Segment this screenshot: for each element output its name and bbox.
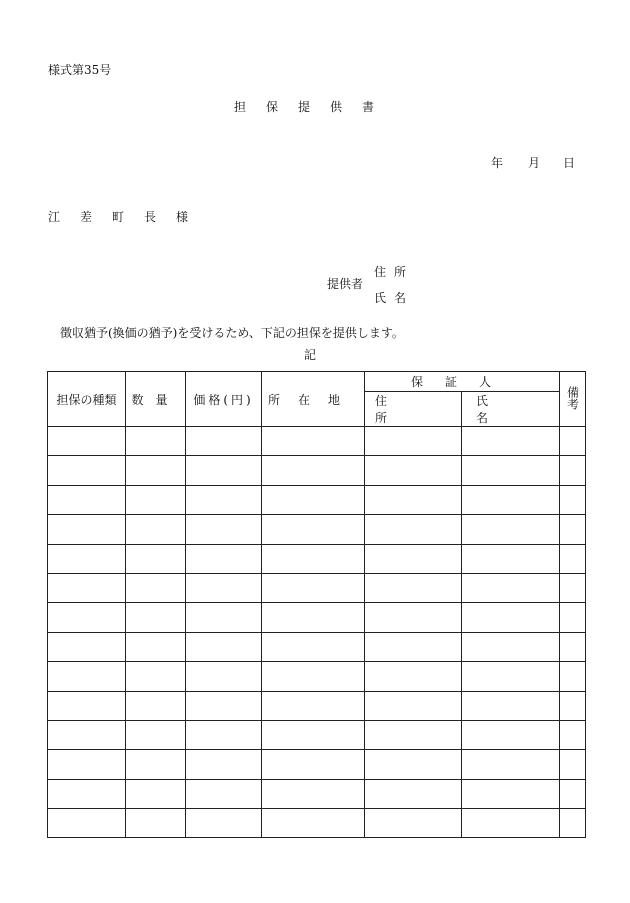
table-cell[interactable] <box>126 485 186 514</box>
table-cell[interactable] <box>186 573 262 602</box>
table-row <box>48 573 586 602</box>
date-year-label: 年 <box>491 156 504 170</box>
header-price-label: 価格(円) <box>193 392 254 407</box>
table-cell[interactable] <box>262 720 365 749</box>
table-cell[interactable] <box>186 515 262 544</box>
table-row <box>48 485 586 514</box>
table-cell[interactable] <box>262 809 365 838</box>
table-row <box>48 691 586 720</box>
table-cell[interactable] <box>48 456 126 485</box>
table-cell[interactable] <box>48 809 126 838</box>
table-cell[interactable] <box>186 456 262 485</box>
table-cell[interactable] <box>560 427 586 456</box>
ki-label: 記 <box>304 348 317 362</box>
table-cell[interactable] <box>560 456 586 485</box>
table-cell[interactable] <box>560 691 586 720</box>
header-quantity: 数量 <box>126 372 186 427</box>
table-row <box>48 720 586 749</box>
table-cell[interactable] <box>262 573 365 602</box>
table-cell[interactable] <box>365 779 462 808</box>
table-cell[interactable] <box>462 515 560 544</box>
table-cell[interactable] <box>365 662 462 691</box>
table-cell[interactable] <box>462 809 560 838</box>
table-cell[interactable] <box>365 485 462 514</box>
table-cell[interactable] <box>462 779 560 808</box>
table-cell[interactable] <box>126 720 186 749</box>
provider-name-label: 氏名 <box>374 291 415 305</box>
table-cell[interactable] <box>48 750 126 779</box>
table-cell[interactable] <box>186 544 262 573</box>
table-cell[interactable] <box>262 750 365 779</box>
table-row <box>48 662 586 691</box>
collateral-table <box>47 371 586 838</box>
table-row <box>48 809 586 838</box>
table-cell[interactable] <box>186 720 262 749</box>
table-cell[interactable] <box>126 515 186 544</box>
table-cell[interactable] <box>48 515 126 544</box>
table-cell[interactable] <box>262 779 365 808</box>
table-cell[interactable] <box>48 485 126 514</box>
table-cell[interactable] <box>186 632 262 661</box>
table-cell[interactable] <box>560 544 586 573</box>
table-cell[interactable] <box>462 691 560 720</box>
table-cell[interactable] <box>262 603 365 632</box>
table-cell[interactable] <box>126 427 186 456</box>
table-cell[interactable] <box>262 662 365 691</box>
table-cell[interactable] <box>560 573 586 602</box>
table-cell[interactable] <box>186 603 262 632</box>
table-cell[interactable] <box>365 720 462 749</box>
table-row <box>48 603 586 632</box>
table-cell[interactable] <box>560 779 586 808</box>
table-cell[interactable] <box>365 573 462 602</box>
table-cell[interactable] <box>560 485 586 514</box>
table-cell[interactable] <box>462 720 560 749</box>
table-row <box>48 779 586 808</box>
table-cell[interactable] <box>560 515 586 544</box>
table-cell[interactable] <box>560 603 586 632</box>
table-cell[interactable] <box>48 632 126 661</box>
table-cell[interactable] <box>365 750 462 779</box>
collateral-table-body <box>48 427 586 838</box>
form-number: 様式第35号 <box>48 63 112 77</box>
table-cell[interactable] <box>126 662 186 691</box>
statement-text: 徴収猶予(換価の猶予)を受けるため、下記の担保を提供します。 <box>60 326 404 340</box>
table-row <box>48 544 586 573</box>
table-cell[interactable] <box>365 691 462 720</box>
table-cell[interactable] <box>48 779 126 808</box>
table-cell[interactable] <box>560 720 586 749</box>
header-guarantor-name: 氏名 <box>462 392 560 427</box>
table-cell[interactable] <box>262 632 365 661</box>
table-cell[interactable] <box>126 456 186 485</box>
table-row <box>48 750 586 779</box>
table-cell[interactable] <box>126 544 186 573</box>
table-cell[interactable] <box>262 427 365 456</box>
header-guarantor-address: 住所 <box>365 392 462 427</box>
table-cell[interactable] <box>462 544 560 573</box>
table-cell[interactable] <box>365 427 462 456</box>
table-cell[interactable] <box>560 632 586 661</box>
table-cell[interactable] <box>48 662 126 691</box>
table-cell[interactable] <box>365 632 462 661</box>
table-cell[interactable] <box>186 809 262 838</box>
table-cell[interactable] <box>560 750 586 779</box>
table-cell[interactable] <box>262 515 365 544</box>
table-cell[interactable] <box>462 573 560 602</box>
header-remarks-label: 備考 <box>565 385 580 410</box>
table-cell[interactable] <box>126 750 186 779</box>
header-price <box>186 372 262 427</box>
table-cell[interactable] <box>262 691 365 720</box>
table-cell[interactable] <box>186 691 262 720</box>
table-cell[interactable] <box>262 456 365 485</box>
table-cell[interactable] <box>365 603 462 632</box>
table-cell[interactable] <box>560 662 586 691</box>
date-day-label: 日 <box>563 156 576 170</box>
table-cell[interactable] <box>48 603 126 632</box>
table-cell[interactable] <box>560 809 586 838</box>
table-cell[interactable] <box>462 456 560 485</box>
header-remarks <box>560 372 586 427</box>
table-cell[interactable] <box>462 632 560 661</box>
table-cell[interactable] <box>262 544 365 573</box>
provider-address-label: 住所 <box>374 265 415 279</box>
table-row <box>48 515 586 544</box>
table-cell[interactable] <box>365 456 462 485</box>
table-cell[interactable] <box>186 779 262 808</box>
date-month-label: 月 <box>528 156 541 170</box>
table-row <box>48 427 586 456</box>
table-cell[interactable] <box>126 632 186 661</box>
table-cell[interactable] <box>186 427 262 456</box>
table-cell[interactable] <box>186 485 262 514</box>
header-collateral-type: 担保の種類 <box>48 372 126 427</box>
table-cell[interactable] <box>365 544 462 573</box>
table-cell[interactable] <box>48 691 126 720</box>
table-cell[interactable] <box>126 603 186 632</box>
table-cell[interactable] <box>462 427 560 456</box>
addressee: 江差町長様 <box>48 210 209 224</box>
table-cell[interactable] <box>365 515 462 544</box>
table-cell[interactable] <box>462 750 560 779</box>
table-cell[interactable] <box>48 544 126 573</box>
table-cell[interactable] <box>262 485 365 514</box>
table-cell[interactable] <box>126 691 186 720</box>
provider-label: 提供者 <box>327 277 364 291</box>
table-cell[interactable] <box>186 662 262 691</box>
table-cell[interactable] <box>462 662 560 691</box>
header-guarantor: 保証人 <box>365 372 560 392</box>
table-cell[interactable] <box>126 809 186 838</box>
table-row <box>48 632 586 661</box>
table-cell[interactable] <box>126 573 186 602</box>
table-row <box>48 456 586 485</box>
table-cell[interactable] <box>48 720 126 749</box>
page-title: 担保提供書 <box>234 100 395 114</box>
table-cell[interactable] <box>462 485 560 514</box>
table-cell[interactable] <box>462 603 560 632</box>
table-cell[interactable] <box>48 573 126 602</box>
table-cell[interactable] <box>126 779 186 808</box>
table-cell[interactable] <box>365 809 462 838</box>
table-cell[interactable] <box>186 750 262 779</box>
header-location: 所在地 <box>262 372 365 427</box>
table-cell[interactable] <box>48 427 126 456</box>
